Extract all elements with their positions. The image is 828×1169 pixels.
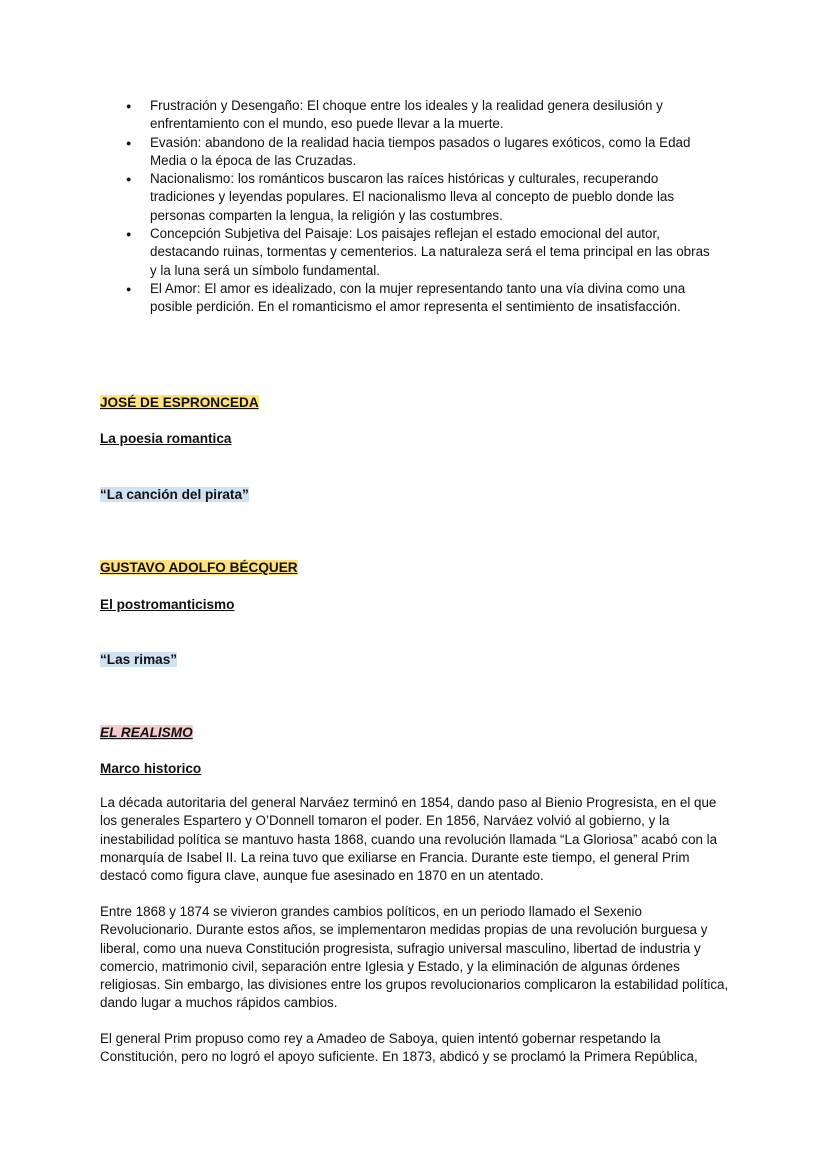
author-heading-becquer: GUSTAVO ADOLFO BÉCQUER xyxy=(100,560,298,575)
section-heading-postromanticismo: El postromanticismo xyxy=(100,597,235,612)
section-heading-marco-historico: Marco historico xyxy=(100,761,202,776)
paragraph: Entre 1868 y 1874 se vivieron grandes cambios políticos, en un periodo llamado el Sexenio Revolucionario. Durante estos años, se implementaron medidas propias de una revolución burguesa y liberal, como una nueva Constitución progresista, sufragio universal masculino, libertad de industria y comercio, matrimonio civil, separación entre Iglesia y Estado, y la eliminación de algunas órdenes religiosas. Sin embargo, las divisiones entre los grupos revolucionarios complicaron la estabilidad política, dando lugar a muchos rápidos cambios. xyxy=(100,904,729,1011)
section-heading-poesia-romantica: La poesia romantica xyxy=(100,431,232,446)
list-item: ● Nacionalismo: los románticos buscaron las raíces históricas y culturales, recuperando tradiciones y leyendas populares. El nacionalismo lleva al concepto de pueblo donde las personas comparten la lengua, la religión y las costumbres. xyxy=(150,170,720,225)
work-title-las-rimas: “Las rimas” xyxy=(100,652,178,667)
author-heading-espronceda: JOSÉ DE ESPRONCEDA xyxy=(100,395,259,410)
work-title-cancion-pirata: “La canción del pirata” xyxy=(100,487,249,502)
movement-heading-realismo: EL REALISMO xyxy=(100,725,193,740)
list-item: ● Frustración y Desengaño: El choque entre los ideales y la realidad genera desilusión y enfrentamiento con el mundo, eso puede llevar a la muerte. xyxy=(150,97,720,134)
romanticism-features-list xyxy=(150,97,720,317)
paragraph: La década autoritaria del general Narváez terminó en 1854, dando paso al Bienio Progresista, en el que los generales Espartero y O’Donnell tomaron el poder. En 1856, Narváez volvió al gobierno, y la inestabilidad política se mantuvo hasta 1868, cuando una revolución llamada “La Gloriosa” acabó con la monarquía de Isabel II. La reina tuvo que exiliarse en Francia. Durante este tiempo, el general Prim destacó como figura clave, aunque fue asesinado en 1870 en un atentado. xyxy=(100,795,718,884)
list-item: ● Concepción Subjetiva del Paisaje: Los paisajes reflejan el estado emocional del autor, destacando ruinas, tormentas y cementerios. La naturaleza será el tema principal en las obras y la luna será un símbolo fundamental. xyxy=(150,225,720,280)
list-item: ● Evasión: abandono de la realidad hacia tiempos pasados o lugares exóticos, como la Edad Media o la época de las Cruzadas. xyxy=(150,134,720,171)
list-item: ● El Amor: El amor es idealizado, con la mujer representando tanto una vía divina como una posible perdición. En el romanticismo el amor representa el sentimiento de insatisfacción. xyxy=(150,280,720,317)
paragraph: El general Prim propuso como rey a Amadeo de Saboya, quien intentó gobernar respetando la Constitución, pero no logró el apoyo suficiente. En 1873, abdicó y se proclamó la Primera República, xyxy=(100,1031,698,1065)
